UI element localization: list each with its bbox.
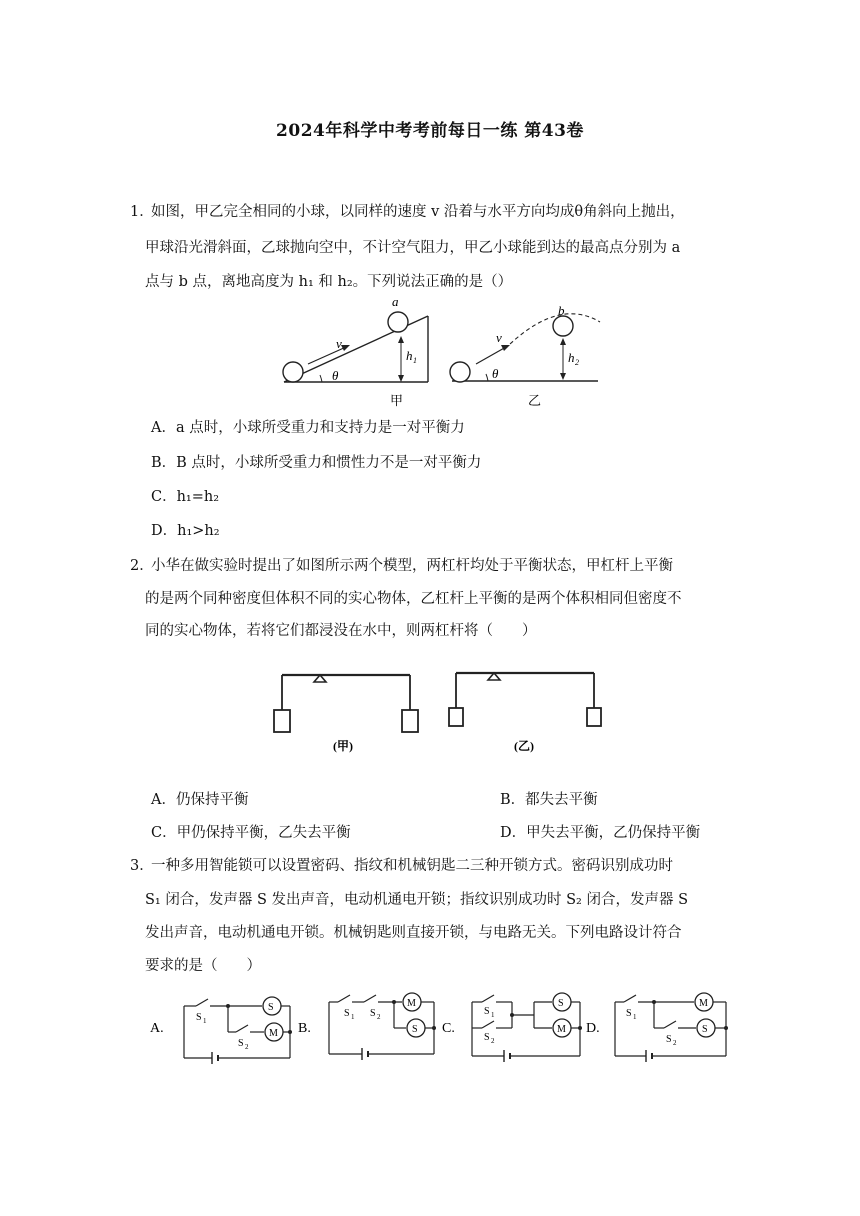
svg-text:a: a (392, 294, 399, 309)
option-a[interactable]: A．仍保持平衡 (151, 792, 249, 808)
lever-diagram-yi (449, 673, 601, 753)
question-number: 2． (130, 558, 154, 574)
svg-text:2: 2 (245, 1043, 249, 1051)
svg-text:S: S (558, 998, 564, 1009)
svg-text:B.: B. (298, 1021, 311, 1036)
question-number: 3． (130, 858, 154, 874)
ball-icon (283, 362, 303, 382)
svg-text:M: M (557, 1024, 566, 1035)
svg-text:θ: θ (492, 366, 499, 381)
svg-text:C.: C. (442, 1021, 455, 1036)
svg-text:S: S (484, 1006, 490, 1017)
figure-q3-circuits (148, 988, 738, 1074)
svg-text:S: S (344, 1008, 350, 1019)
svg-text:S: S (702, 1024, 708, 1035)
projectile-diagram (450, 303, 600, 408)
svg-text:S: S (484, 1032, 490, 1043)
svg-text:S: S (626, 1008, 632, 1019)
ball-icon (388, 312, 408, 332)
circuit-option-c[interactable] (442, 993, 582, 1062)
svg-text:1: 1 (491, 1011, 495, 1019)
figure-q2 (268, 664, 614, 760)
option-c[interactable]: C．h₁=h₂ (151, 489, 220, 505)
svg-text:M: M (407, 998, 416, 1009)
incline-diagram (283, 294, 428, 408)
question-text-line: 小华在做实验时提出了如图所示两个模型，两杠杆均处于平衡状态，甲杠杆上平衡 (151, 558, 673, 574)
question-text-line: 甲球沿光滑斜面，乙球抛向空中，不计空气阻力，甲乙小球能到达的最高点分别为 a (145, 240, 681, 256)
option-d[interactable]: D．甲失去平衡，乙仍保持平衡 (500, 825, 701, 841)
option-d[interactable]: D．h₁>h₂ (151, 523, 220, 539)
question-text-line: 如图，甲乙完全相同的小球，以同样的速度 v 沿着与水平方向均成θ角斜向上抛出， (151, 204, 685, 220)
svg-text:2: 2 (575, 358, 579, 367)
svg-text:D.: D. (586, 1021, 600, 1036)
svg-text:1: 1 (203, 1017, 207, 1025)
svg-text:S: S (238, 1038, 244, 1049)
circuit-option-a[interactable] (150, 997, 292, 1064)
svg-text:S: S (268, 1002, 274, 1013)
figure-caption: 乙 (528, 393, 542, 408)
option-b[interactable]: B．都失去平衡 (500, 792, 598, 808)
question-text-line: 要求的是（ ） (145, 958, 261, 974)
question-text-line: 同的实心物体，若将它们都浸没在水中，则两杠杆将（ ） (145, 623, 537, 639)
question-text-line: 点与 b 点，离地高度为 h₁ 和 h₂。下列说法正确的是（） (145, 274, 513, 290)
question-text-line: 的是两个同种密度但体积不同的实心物体，乙杠杆上平衡的是两个体积相同但密度不 (145, 591, 682, 607)
option-c[interactable]: C．甲仍保持平衡，乙失去平衡 (151, 825, 351, 841)
svg-text:v: v (496, 330, 502, 345)
svg-text:S: S (666, 1034, 672, 1045)
lever-diagram-jia (274, 675, 418, 753)
svg-text:S: S (196, 1012, 202, 1023)
svg-text:M: M (699, 998, 708, 1009)
figure-caption: 甲 (390, 393, 404, 408)
svg-text:A.: A. (150, 1021, 164, 1036)
option-b[interactable]: B．B 点时，小球所受重力和惯性力不是一对平衡力 (151, 455, 482, 471)
svg-text:M: M (269, 1028, 278, 1039)
svg-text:S: S (412, 1024, 418, 1035)
circuit-option-b[interactable] (298, 993, 436, 1060)
svg-text:1: 1 (351, 1013, 355, 1021)
question-number: 1． (130, 204, 154, 220)
svg-text:2: 2 (377, 1013, 381, 1021)
svg-text:1: 1 (633, 1013, 637, 1021)
question-text-line: 一种多用智能锁可以设置密码、指纹和机械钥匙二三种开锁方式。密码识别成功时 (151, 858, 673, 874)
svg-text:1: 1 (413, 356, 417, 365)
figure-q1 (270, 292, 610, 410)
svg-text:S: S (370, 1008, 376, 1019)
svg-text:h: h (406, 348, 413, 363)
figure-caption: (乙) (514, 739, 534, 753)
svg-text:θ: θ (332, 368, 339, 383)
question-text-line: S₁ 闭合，发声器 S 发出声音，电动机通电开锁；指纹识别成功时 S₂ 闭合，发声器 S (145, 892, 689, 908)
page-title: 2024年科学中考考前每日一练 第43卷 (276, 121, 584, 141)
svg-text:2: 2 (673, 1039, 677, 1047)
ball-icon (553, 316, 573, 336)
svg-text:b: b (558, 303, 565, 318)
ball-icon (450, 362, 470, 382)
svg-text:2: 2 (491, 1037, 495, 1045)
svg-text:v: v (336, 336, 342, 351)
figure-caption: (甲) (333, 739, 353, 753)
svg-text:h: h (568, 350, 575, 365)
circuit-option-d[interactable] (586, 993, 728, 1062)
option-a[interactable]: A．a 点时，小球所受重力和支持力是一对平衡力 (151, 420, 465, 436)
question-text-line: 发出声音，电动机通电开锁。机械钥匙则直接开锁，与电路无关。下列电路设计符合 (145, 925, 682, 941)
